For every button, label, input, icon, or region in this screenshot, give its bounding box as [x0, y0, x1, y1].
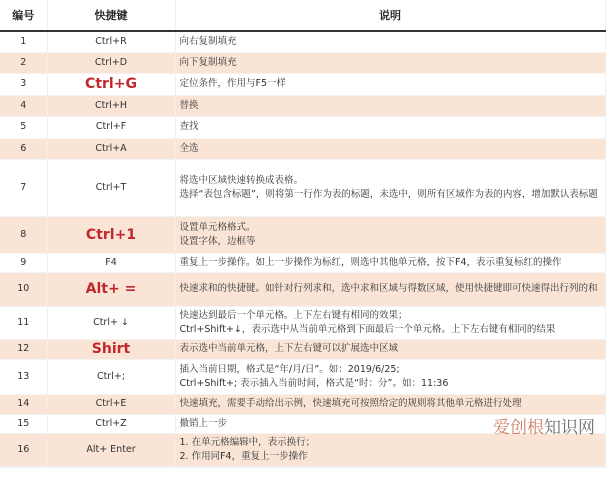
row-number: 5: [0, 116, 47, 138]
watermark-part2: 知识网: [544, 418, 595, 438]
row-description: 替换: [175, 95, 605, 116]
header-number: 编号: [0, 0, 47, 31]
table-row: [0, 95, 605, 116]
row-number: 6: [0, 138, 47, 159]
table-row: [0, 159, 605, 216]
table-row: [0, 359, 605, 394]
row-description: 快速求和的快捷键。如针对行列求和，选中求和区域与得数区域，使用快捷键即可快速得出行列的和: [175, 272, 605, 306]
row-number: 8: [0, 216, 47, 253]
row-number: 9: [0, 253, 47, 272]
row-shortcut: Alt+ Enter: [47, 433, 175, 466]
row-description: 表示选中当前单元格，上下左右键可以扩展选中区域: [175, 339, 605, 359]
row-number: 2: [0, 52, 47, 73]
row-number: 14: [0, 394, 47, 414]
row-number: 16: [0, 433, 47, 466]
header-description: 说明: [175, 0, 605, 31]
row-description: 向右复制填充: [175, 31, 605, 52]
table-row: [0, 52, 605, 73]
table-row: [0, 272, 605, 306]
row-number: 13: [0, 359, 47, 394]
row-shortcut: Alt+ =: [47, 272, 175, 306]
row-description: 将选中区域快速转换成表格。 选择“表包含标题”，则将第一行作为表的标题，未选中，则所有区域作为表的内容，增加默认表标题: [175, 159, 605, 216]
watermark: [493, 413, 595, 438]
row-shortcut: Shirt: [47, 339, 175, 359]
row-description: 快速填充，需要手动给出示例，快速填充可按照给定的规则将其他单元格进行处理: [175, 394, 605, 414]
row-number: 12: [0, 339, 47, 359]
table-row: [0, 216, 605, 253]
row-description: 1. 在单元格编辑中，表示换行； 2. 作用同F4，重复上一步操作: [175, 433, 605, 466]
row-shortcut: Ctrl+ ↓: [47, 306, 175, 339]
row-number: 1: [0, 31, 47, 52]
table-row: [0, 253, 605, 272]
row-number: 15: [0, 414, 47, 433]
row-number: 7: [0, 159, 47, 216]
header-row: [0, 0, 605, 31]
row-description: 定位条件，作用与F5一样: [175, 73, 605, 95]
row-shortcut: Ctrl+E: [47, 394, 175, 414]
row-number: 3: [0, 73, 47, 95]
row-description: 查找: [175, 116, 605, 138]
table-row: [0, 116, 605, 138]
row-shortcut: Ctrl+F: [47, 116, 175, 138]
row-description: 设置单元格格式。 设置字体，边框等: [175, 216, 605, 253]
table-row: [0, 138, 605, 159]
cut-off-row: [0, 467, 607, 477]
row-shortcut: Ctrl+1: [47, 216, 175, 253]
row-description: 向下复制填充: [175, 52, 605, 73]
row-number: 11: [0, 306, 47, 339]
row-description: 快速达到最后一个单元格。上下左右键有相同的效果； Ctrl+Shift+↓，表示选中从当前单元格到下面最后一个单元格。上下左右键有相同的结果: [175, 306, 605, 339]
row-description: 撤销上一步: [175, 414, 605, 433]
row-shortcut: Ctrl+A: [47, 138, 175, 159]
row-shortcut: Ctrl+H: [47, 95, 175, 116]
row-description: 全选: [175, 138, 605, 159]
row-shortcut: Ctrl+R: [47, 31, 175, 52]
row-shortcut: Ctrl+T: [47, 159, 175, 216]
table-row: [0, 339, 605, 359]
row-number: 4: [0, 95, 47, 116]
row-shortcut: Ctrl+D: [47, 52, 175, 73]
table-row: [0, 306, 605, 339]
row-description: 重复上一步操作。如上一步操作为标红，则选中其他单元格，按下F4，表示重复标红的操作: [175, 253, 605, 272]
header-shortcut: 快捷键: [47, 0, 175, 31]
watermark-part1: 爱创根: [493, 418, 544, 438]
row-shortcut: Ctrl+;: [47, 359, 175, 394]
table-row: [0, 73, 605, 95]
row-shortcut: Ctrl+Z: [47, 414, 175, 433]
table-row: [0, 394, 605, 414]
row-shortcut: Ctrl+G: [47, 73, 175, 95]
table-row: [0, 31, 605, 52]
row-description: 插入当前日期，格式是“年/月/日”。如：2019/6/25; Ctrl+Shift+; 表示插入当前时间，格式是“时：分”。如：11:36: [175, 359, 605, 394]
row-number: 10: [0, 272, 47, 306]
row-shortcut: F4: [47, 253, 175, 272]
